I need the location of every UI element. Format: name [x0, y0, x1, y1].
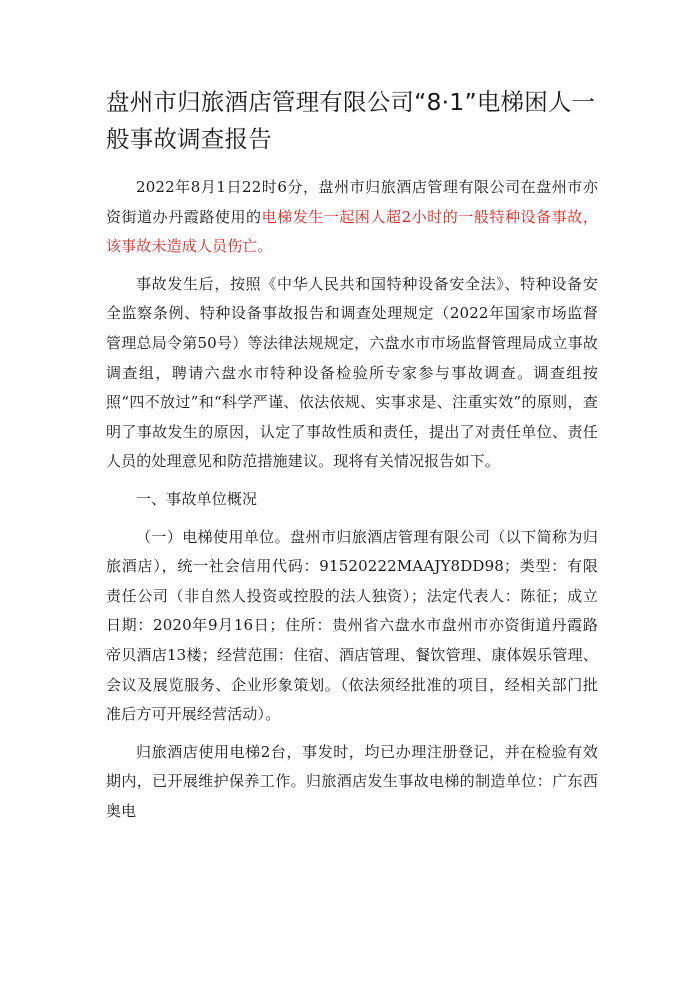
- paragraph-elevator-user-unit: （一）电梯使用单位。盘州市归旅酒店管理有限公司（以下简称为归旅酒店），统一社会信用代码：91520222MAAJY8DD98；类型：有限责任公司（非自然人投资或控股的法人独资）；法定代表人：陈征；成立日期：2020年9月16日；住所：贵州省六盘水市盘州市亦资街道丹霞路帝贝酒店13楼；经营范围：住宿、酒店管理、餐饮管理、康体娱乐管理、会议及展览服务、企业形象策划。（依法须经批准的项目，经相关部门批准后方可开展经营活动）。: [106, 527, 598, 724]
- paragraph-elevator-info: 归旅酒店使用电梯2台，事发时，均已办理注册登记，并在检验有效期内，已开展维护保养工作。归旅酒店发生事故电梯的制造单位：广东西奥电: [106, 742, 598, 820]
- paragraph-investigation: 事故发生后，按照《中华人民共和国特种设备安全法》、特种设备安全监察条例、特种设备事故报告和调查处理规定（2022年国家市场监督管理总局令第50号）等法律法规规定，六盘水市市场监督管理局成立事故调查组，聘请六盘水市特种设备检验所专家参与事故调查。调查组按照“四不放过”和“科学严谨、依法依规、实事求是、注重实效”的原则，查明了事故发生的原因，认定了事故性质和责任，提出了对责任单位、责任人员的处理意见和防范措施建议。现将有关情况报告如下。: [106, 274, 598, 471]
- incident-summary-highlight: 电梯发生一起困人超2小时的一般特种设备事故，该事故未造成人员伤亡。: [106, 207, 598, 256]
- section-heading-unit-overview: 一、事故单位概况: [136, 489, 258, 508]
- incident-summary-text: 2022年8月1日22时6分，盘州市归旅酒店管理有限公司在盘州市亦资街道办丹霞路使用的: [106, 178, 598, 226]
- report-body: [106, 173, 598, 834]
- report-title: 盘州市归旅酒店管理有限公司“8·1”电梯困人一般事故调查报告: [106, 88, 596, 153]
- paragraph-incident-summary: [106, 173, 598, 262]
